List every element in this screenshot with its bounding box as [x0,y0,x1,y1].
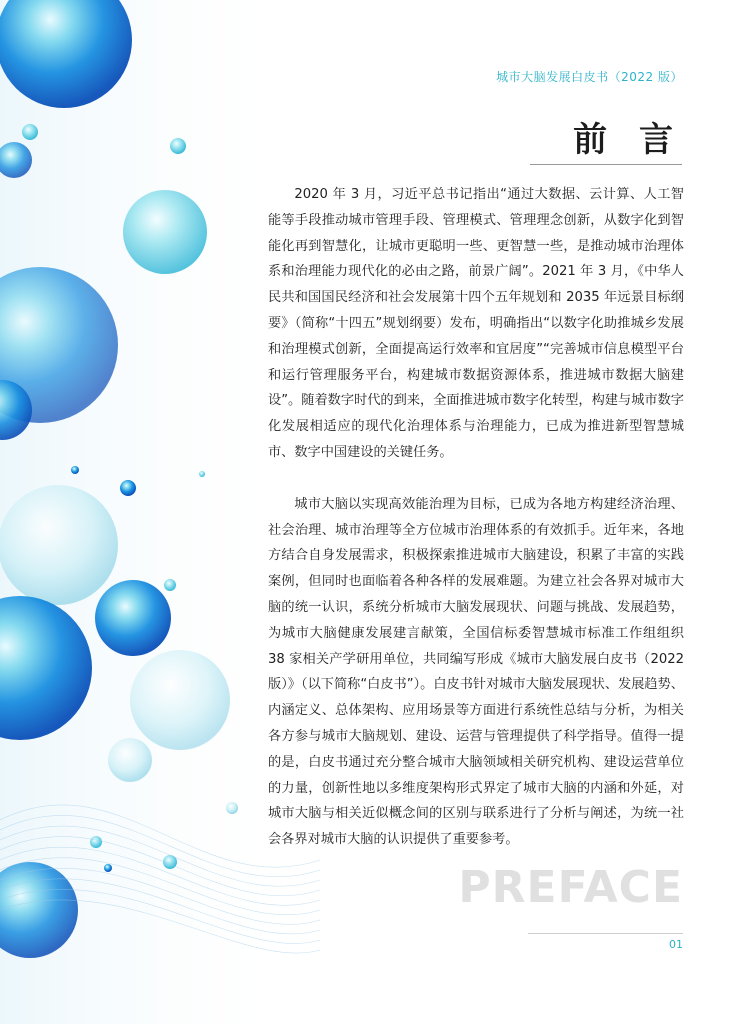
footer-divider [528,933,683,934]
title-divider [530,164,682,165]
preface-body [268,182,684,853]
paragraph: 2020 年 3 月，习近平总书记指出“通过大数据、云计算、人工智能等手段推动城市管理手段、管理模式、管理理念创新，从数字化到智能化再到智慧化，让城市更聪明一些、更智慧一些，是推动城市治理体系和治理能力现代化的必由之路，前景广阔”。2021 年 3 月，《中华人民共和国国民经济和社会发展第十四个五年规划和 2035 年远景目标纲要》（简称“十四五”规划纲要）发布，明确指出“以数字化助推城乡发展和治理模式创新，全面提高运行效率和宜居度”“完善城市信息模型平台和运行管理服务平台，构建城市数据资源体系，推进城市数据大脑建设”。随着数字时代的到来，全面推进城市数字化转型，构建与城市数字化发展相适应的现代化治理体系与治理能力，已成为推进新型智慧城市、数字中国建设的关键任务。 [268,187,684,460]
preface-watermark: PREFACE [458,862,683,913]
page-title: 前 言 [573,120,683,160]
page-number: 01 [669,938,683,951]
paragraph: 城市大脑以实现高效能治理为目标，已成为各地方构建经济治理、社会治理、城市治理等全方位城市治理体系的有效抓手。近年来，各地方结合自身发展需求，积极探索推进城市大脑建设，积累了丰富的实践案例，但同时也面临着各种各样的发展难题。为建立社会各界对城市大脑的统一认识，系统分析城市大脑发展现状、问题与挑战、发展趋势，为城市大脑健康发展建言献策，全国信标委智慧城市标准工作组组织 38 家相关产学研用单位，共同编写形成《城市大脑发展白皮书（2022 版）》（以下简称“白皮书”）。白皮书针对城市大脑发展现状、发展趋势、内涵定义、总体架构、应用场景等方面进行系统性总结与分析，为相关各方参与城市大脑规划、建设、运营与管理提供了科学指导。值得一提的是，白皮书通过充分整合城市大脑领域相关研究机构、建设运营单位的力量，创新性地以多维度架构形式界定了城市大脑的内涵和外延，对城市大脑与相关近似概念间的区别与联系进行了分析与阐述，为统一社会各界对城市大脑的认识提供了重要参考。 [268,496,684,848]
running-header: 城市大脑发展白皮书（2022 版） [496,70,683,84]
